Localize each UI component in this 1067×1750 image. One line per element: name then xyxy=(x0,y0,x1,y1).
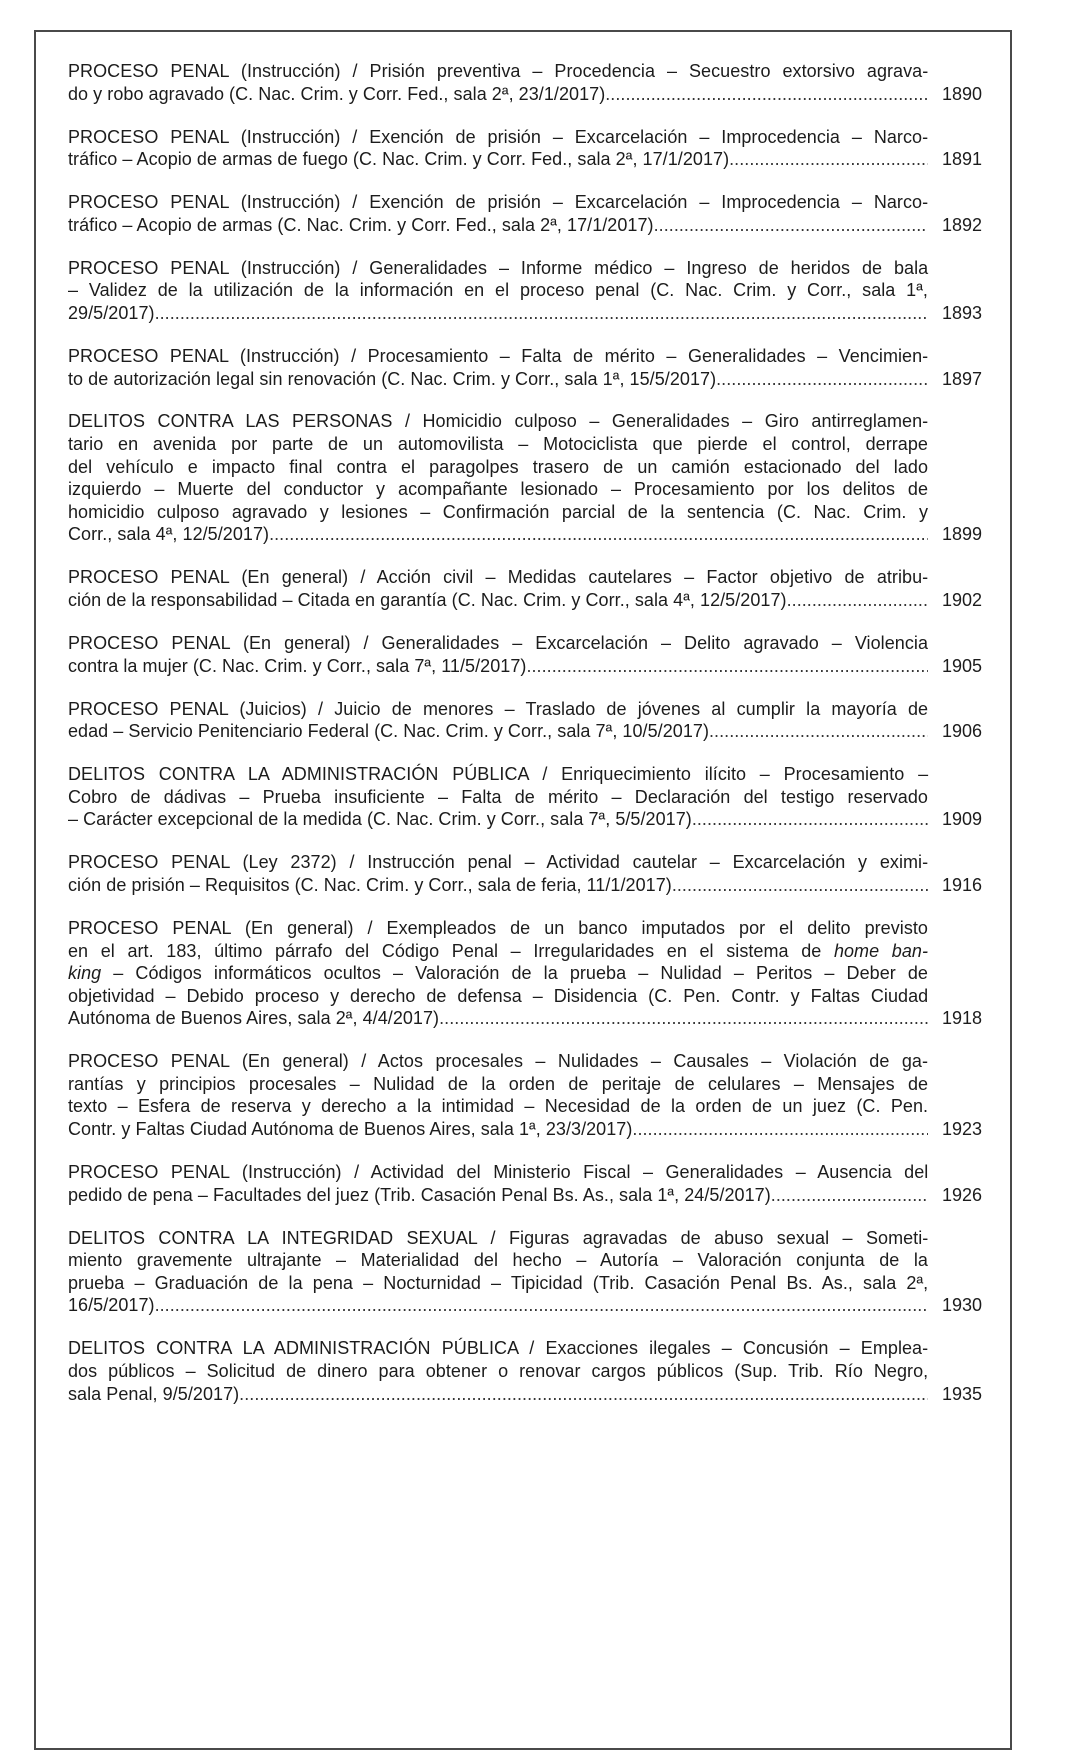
entry-line: texto – Esfera de reserva y derecho a la intimidad – Necesidad de la orden de un juez (C. Pen. xyxy=(68,1096,929,1117)
entry-last-line-text: edad – Servicio Penitenciario Federal (C. Nac. Crim. y Corr., sala 7ª, 10/5/2017) xyxy=(68,721,709,742)
entry-last-line xyxy=(68,589,928,612)
index-entry xyxy=(68,566,982,611)
entry-text xyxy=(68,698,934,743)
entry-text xyxy=(68,60,934,105)
entry-line: DELITOS CONTRA LA ADMINISTRACIÓN PÚBLICA / Enriquecimiento ilícito – Procesamiento – xyxy=(68,764,929,785)
entry-line: – Validez de la utilización de la información en el proceso penal (C. Nac. Crim. y Corr., sala 1ª, xyxy=(68,280,928,301)
index-entry xyxy=(68,257,982,325)
entry-last-line xyxy=(68,148,928,171)
entry-last-line xyxy=(68,523,928,546)
page-number: 1891 xyxy=(941,149,982,170)
dot-leader xyxy=(729,148,928,171)
entry-line: Cobro de dádivas – Prueba insuficiente – Falta de mérito – Declaración del testigo reservado xyxy=(68,786,928,807)
entry-last-line-text: ción de la responsabilidad – Citada en garantía (C. Nac. Crim. y Corr., sala 4ª, 12/5/2017) xyxy=(68,590,787,611)
entry-text xyxy=(68,1337,934,1405)
page-number: 1902 xyxy=(941,590,982,611)
entry-line: PROCESO PENAL (Juicios) / Juicio de menores – Traslado de jóvenes al cumplir la mayoría de xyxy=(68,698,929,719)
entry-last-line-text: to de autorización legal sin renovación (C. Nac. Crim. y Corr., sala 1ª, 15/5/2017) xyxy=(68,368,717,389)
entry-text xyxy=(68,126,934,171)
entry-line: PROCESO PENAL (Instrucción) / Procesamiento – Falta de mérito – Generalidades – Vencimien- xyxy=(68,345,929,366)
dot-leader xyxy=(269,523,928,546)
entry-line: objetividad – Debido proceso y derecho de defensa – Disidencia (C. Pen. Contr. y Faltas Ciudad xyxy=(68,985,929,1006)
entry-text xyxy=(68,917,934,1030)
entry-text xyxy=(68,632,934,677)
entry-last-line-text: Autónoma de Buenos Aires, sala 2ª, 4/4/2017) xyxy=(68,1008,440,1029)
entry-line: prueba – Graduación de la pena – Nocturnidad – Tipicidad (Trib. Casación Penal Bs. As., sala 2ª, xyxy=(68,1272,929,1293)
page-number: 1909 xyxy=(941,809,982,830)
page-number: 1935 xyxy=(941,1383,982,1404)
page-number: 1892 xyxy=(941,214,982,235)
dot-leader xyxy=(605,83,928,106)
page-number: 1918 xyxy=(941,1008,982,1029)
entry-last-line xyxy=(68,302,928,325)
entry-text xyxy=(68,345,934,390)
index-entry xyxy=(68,698,982,743)
entry-line: PROCESO PENAL (Instrucción) / Generalidades – Informe médico – Ingreso de heridos de bala xyxy=(68,257,929,278)
page-number: 1899 xyxy=(941,524,982,545)
entry-line: izquierdo – Muerte del conductor y acompañante lesionado – Procesamiento por los delitos de xyxy=(68,479,929,500)
page-number: 1923 xyxy=(941,1119,982,1140)
page-number: 1930 xyxy=(941,1295,982,1316)
entry-last-line-text: contra la mujer (C. Nac. Crim. y Corr., sala 7ª, 11/5/2017) xyxy=(68,655,527,676)
index-entry xyxy=(68,1337,982,1405)
entry-line: rantías y principios procesales – Nulidad de la orden de peritaje de celulares – Mensajes de xyxy=(68,1073,929,1094)
dot-leader xyxy=(239,1383,928,1406)
dot-leader xyxy=(787,589,928,612)
entry-text xyxy=(68,566,934,611)
entry-text xyxy=(68,257,934,325)
entry-line: DELITOS CONTRA LAS PERSONAS / Homicidio culposo – Generalidades – Giro antirreglamen- xyxy=(68,411,929,432)
dot-leader xyxy=(672,874,928,897)
dot-leader xyxy=(654,214,928,237)
entry-line: PROCESO PENAL (Ley 2372) / Instrucción penal – Actividad cautelar – Excarcelación y eximi- xyxy=(68,852,929,873)
page-number: 1905 xyxy=(941,655,982,676)
dot-leader xyxy=(155,1294,928,1317)
entry-line: DELITOS CONTRA LA ADMINISTRACIÓN PÚBLICA / Exacciones ilegales – Concusión – Emplea- xyxy=(68,1338,929,1359)
index-entries xyxy=(68,60,982,1426)
entry-last-line xyxy=(68,1294,928,1317)
page-number: 1890 xyxy=(941,83,982,104)
entry-last-line xyxy=(68,1184,928,1207)
entry-last-line xyxy=(68,874,928,897)
index-entry xyxy=(68,410,982,546)
entry-line: PROCESO PENAL (En general) / Exempleados de un banco imputados por el delito previsto xyxy=(68,917,928,938)
dot-leader xyxy=(155,302,928,325)
entry-text xyxy=(68,191,934,236)
entry-last-line-text: – Carácter excepcional de la medida (C. Nac. Crim. y Corr., sala 7ª, 5/5/2017) xyxy=(68,809,692,830)
entry-last-line-text: pedido de pena – Facultades del juez (Trib. Casación Penal Bs. As., sala 1ª, 24/5/2017) xyxy=(68,1184,771,1205)
entry-last-line-text: tráfico – Acopio de armas (C. Nac. Crim. y Corr. Fed., sala 2ª, 17/1/2017) xyxy=(68,214,654,235)
entry-last-line-text: ción de prisión – Requisitos (C. Nac. Crim. y Corr., sala de feria, 11/1/2017) xyxy=(68,874,672,895)
entry-last-line xyxy=(68,808,928,831)
index-entry xyxy=(68,763,982,831)
entry-line: dos públicos – Solicitud de dinero para obtener o renovar cargos públicos (Sup. Trib. Río Negro, xyxy=(68,1360,929,1381)
entry-last-line-text: tráfico – Acopio de armas de fuego (C. Nac. Crim. y Corr. Fed., sala 2ª, 17/1/2017) xyxy=(68,149,730,170)
index-entry xyxy=(68,345,982,390)
dot-leader xyxy=(716,368,928,391)
dot-leader xyxy=(692,808,928,831)
entry-text xyxy=(68,763,934,831)
entry-last-line-text: Contr. y Faltas Ciudad Autónoma de Buenos Aires, sala 1ª, 23/3/2017) xyxy=(68,1119,633,1140)
entry-line: en el art. 183, último párrafo del Código Penal – Irregularidades en el sistema de home ban- xyxy=(68,940,929,961)
entry-line: DELITOS CONTRA LA INTEGRIDAD SEXUAL / Figuras agravadas de abuso sexual – Someti- xyxy=(68,1227,929,1248)
entry-line: king – Códigos informáticos ocultos – Valoración de la prueba – Nulidad – Peritos – Deber de xyxy=(68,963,928,984)
dot-leader xyxy=(439,1007,928,1030)
entry-last-line xyxy=(68,214,928,237)
entry-last-line xyxy=(68,1118,928,1141)
dot-leader xyxy=(709,720,928,743)
entry-text xyxy=(68,1227,934,1317)
page-number: 1926 xyxy=(941,1184,982,1205)
index-entry xyxy=(68,126,982,171)
entry-last-line xyxy=(68,368,928,391)
index-entry xyxy=(68,60,982,105)
entry-line: PROCESO PENAL (Instrucción) / Prisión preventiva – Procedencia – Secuestro extorsivo agrava- xyxy=(68,61,929,81)
entry-line: PROCESO PENAL (En general) / Acción civil – Medidas cautelares – Factor objetivo de atribu- xyxy=(68,567,929,588)
entry-last-line xyxy=(68,83,928,106)
entry-last-line-text: 16/5/2017) xyxy=(68,1295,155,1316)
page-number: 1897 xyxy=(941,368,982,389)
index-entry xyxy=(68,632,982,677)
entry-line: PROCESO PENAL (En general) / Actos procesales – Nulidades – Causales – Violación de ga- xyxy=(68,1051,928,1072)
page-number: 1916 xyxy=(941,874,982,895)
entry-line: tario en avenida por parte de un automovilista – Motociclista que pierde el control, derrape xyxy=(68,434,928,455)
dot-leader xyxy=(771,1184,928,1207)
entry-line: PROCESO PENAL (En general) / Generalidades – Excarcelación – Delito agravado – Violencia xyxy=(68,633,928,654)
entry-last-line-text: sala Penal, 9/5/2017) xyxy=(68,1383,240,1404)
entry-line: homicidio culposo agravado y lesiones – Confirmación parcial de la sentencia (C. Nac. Crim. y xyxy=(68,501,929,522)
entry-last-line xyxy=(68,720,928,743)
entry-last-line-text: Corr., sala 4ª, 12/5/2017) xyxy=(68,524,270,545)
index-entry xyxy=(68,851,982,896)
index-entry xyxy=(68,1227,982,1317)
entry-last-line xyxy=(68,1007,928,1030)
dot-leader xyxy=(526,655,928,678)
entry-text xyxy=(68,1161,934,1206)
page-number: 1906 xyxy=(941,721,982,742)
entry-text xyxy=(68,410,934,546)
index-entry xyxy=(68,191,982,236)
entry-line: PROCESO PENAL (Instrucción) / Exención de prisión – Excarcelación – Improcedencia – Narco- xyxy=(68,126,929,147)
entry-last-line-text: 29/5/2017) xyxy=(68,302,155,323)
entry-line: del vehículo e impacto final contra el paragolpes trasero de un camión estacionado del lado xyxy=(68,456,929,477)
entry-last-line-text: do y robo agravado (C. Nac. Crim. y Corr. Fed., sala 2ª, 23/1/2017) xyxy=(68,83,606,104)
entry-line: miento gravemente ultrajante – Materialidad del hecho – Autoría – Valoración conjunta de la xyxy=(68,1250,928,1271)
index-entry xyxy=(68,917,982,1030)
entry-text xyxy=(68,1050,934,1140)
index-entry xyxy=(68,1161,982,1206)
entry-last-line xyxy=(68,655,928,678)
dot-leader xyxy=(632,1118,928,1141)
index-entry xyxy=(68,1050,982,1140)
page-number: 1893 xyxy=(941,302,982,323)
entry-text xyxy=(68,851,934,896)
entry-line: PROCESO PENAL (Instrucción) / Exención de prisión – Excarcelación – Improcedencia – Narco- xyxy=(68,192,929,213)
entry-last-line xyxy=(68,1383,928,1406)
entry-line: PROCESO PENAL (Instrucción) / Actividad del Ministerio Fiscal – Generalidades – Ausencia del xyxy=(68,1162,929,1183)
